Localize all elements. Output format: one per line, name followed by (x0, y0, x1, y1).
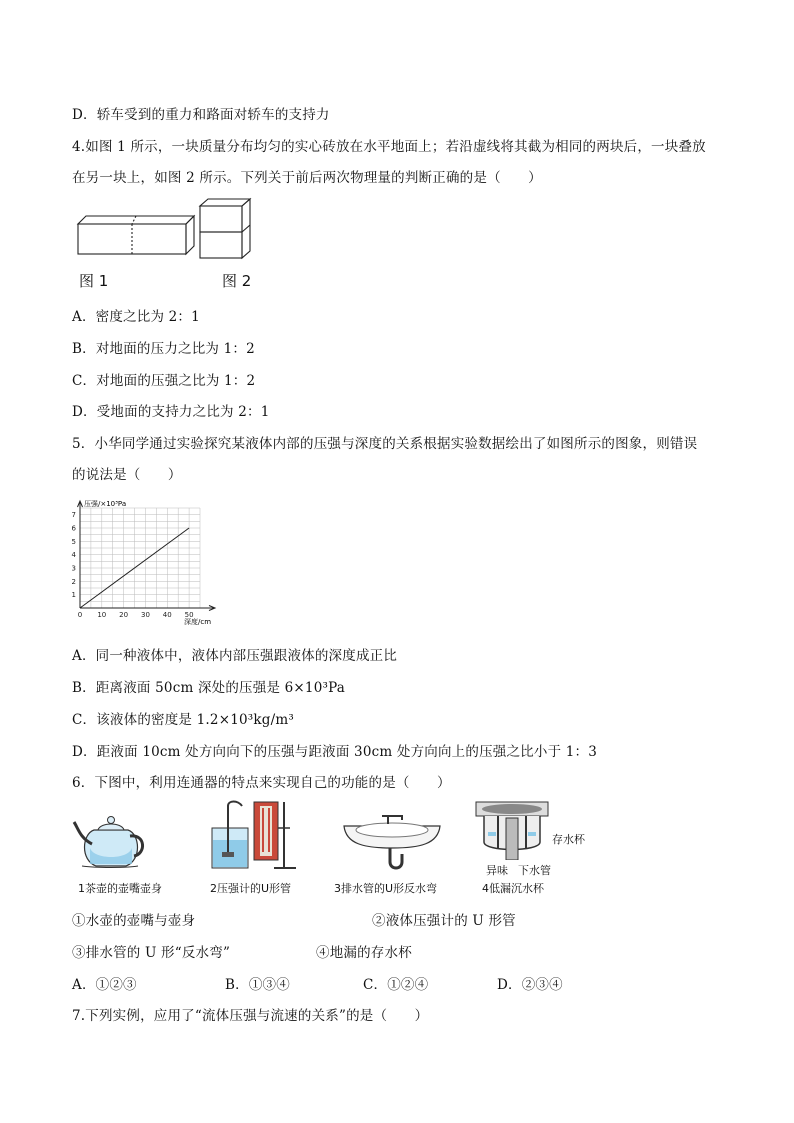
y-tick-label: 4 (71, 551, 76, 560)
q4-option-b: B．对地面的压力之比为 1：2 (72, 341, 255, 357)
q4-option-a: A．密度之比为 2：1 (72, 309, 200, 325)
q5-option-c: C．该液体的密度是 1.2×10³kg/m³ (72, 712, 294, 728)
x-tick-label: 0 (77, 611, 83, 619)
q4-stem-line1: 4.如图 1 所示，一块质量分布均匀的实心砖放在水平地面上；若沿虚线将其截为相同的两块后，一块叠放 (72, 139, 706, 155)
img-caption-3: 3排水管的U形反水弯 (334, 882, 438, 895)
figure2-label: 图 2 (222, 272, 252, 290)
q6-option-c: C．①②④ (363, 977, 429, 993)
manometer-image (208, 798, 298, 872)
figure2-stacked-bricks (200, 199, 250, 258)
q6-option-b: B．①③④ (225, 977, 290, 993)
figure1-brick (78, 216, 194, 254)
drain-label-cup: 存水杯 (552, 833, 585, 846)
q6-item-4: ④地漏的存水杯 (316, 945, 412, 961)
pressure-depth-chart (64, 494, 224, 632)
q4-stem-line2: 在另一块上，如图 2 所示。下列关于前后两次物理量的判断正确的是（ ） (72, 170, 542, 186)
x-tick-label: 40 (162, 611, 172, 619)
q4-option-d: D．受地面的支持力之比为 2：1 (72, 404, 270, 420)
y-tick-label: 2 (71, 577, 76, 586)
y-axis-label: 压强/×10³Pa (84, 500, 127, 508)
y-tick-label: 1 (71, 591, 76, 600)
brick-figures (74, 196, 264, 261)
q6-item-3: ③排水管的 U 形“反水弯” (72, 945, 231, 961)
q6-item-2: ②液体压强计的 U 形管 (372, 913, 516, 929)
q5-stem-line2: 的说法是（ ） (72, 467, 182, 483)
q6-option-d: D．②③④ (497, 977, 563, 993)
y-tick-label: 3 (71, 564, 76, 573)
x-tick-label: 20 (119, 611, 129, 619)
x-tick-label: 10 (97, 611, 107, 619)
figure1-label: 图 1 (79, 272, 109, 290)
sink-trap-image (340, 808, 444, 874)
q4-option-c: C．对地面的压强之比为 1：2 (72, 373, 256, 389)
chart-grid (80, 508, 200, 608)
x-axis-label: 深度/cm (184, 618, 212, 626)
q5-option-a: A．同一种液体中，液体内部压强跟液体的深度成正比 (72, 648, 398, 664)
img-caption-2: 2压强计的U形管 (210, 882, 292, 895)
img-caption-1: 1茶壶的壶嘴壶身 (78, 882, 162, 895)
q6-item-1: ①水壶的壶嘴与壶身 (72, 913, 196, 929)
x-tick-label: 50 (184, 611, 194, 619)
y-tick-label: 5 (71, 537, 76, 546)
y-tick-label: 7 (71, 511, 76, 520)
img-caption-4: 4低漏沉水杯 (482, 882, 544, 895)
drain-label-pipe: 下水管 (518, 864, 551, 877)
chart-axes (78, 501, 216, 611)
x-tick-label: 30 (140, 611, 150, 619)
q5-stem-line1: 5．小华同学通过实验探究某液体内部的压强与深度的关系根据实验数据绘出了如图所示的图象，则错误 (72, 436, 698, 452)
q7-stem: 7.下列实例，应用了“流体压强与流速的关系”的是（ ） (72, 1008, 429, 1024)
teapot-image (72, 808, 150, 870)
q6-stem: 6．下图中，利用连通器的特点来实现自己的功能的是（ ） (72, 775, 451, 791)
q5-option-d: D．距液面 10cm 处方向向下的压强与距液面 30cm 处方向向上的压强之比小于 1：3 (72, 744, 598, 760)
drain-label-odor: 异味 (486, 864, 508, 877)
q3-option-d: D．轿车受到的重力和路面对轿车的支持力 (72, 107, 330, 123)
floor-drain-image (472, 798, 552, 860)
q6-option-a: A．①②③ (72, 977, 137, 993)
y-tick-label: 6 (71, 524, 76, 533)
q5-option-b: B．距离液面 50cm 深处的压强是 6×10³Pa (72, 680, 346, 696)
